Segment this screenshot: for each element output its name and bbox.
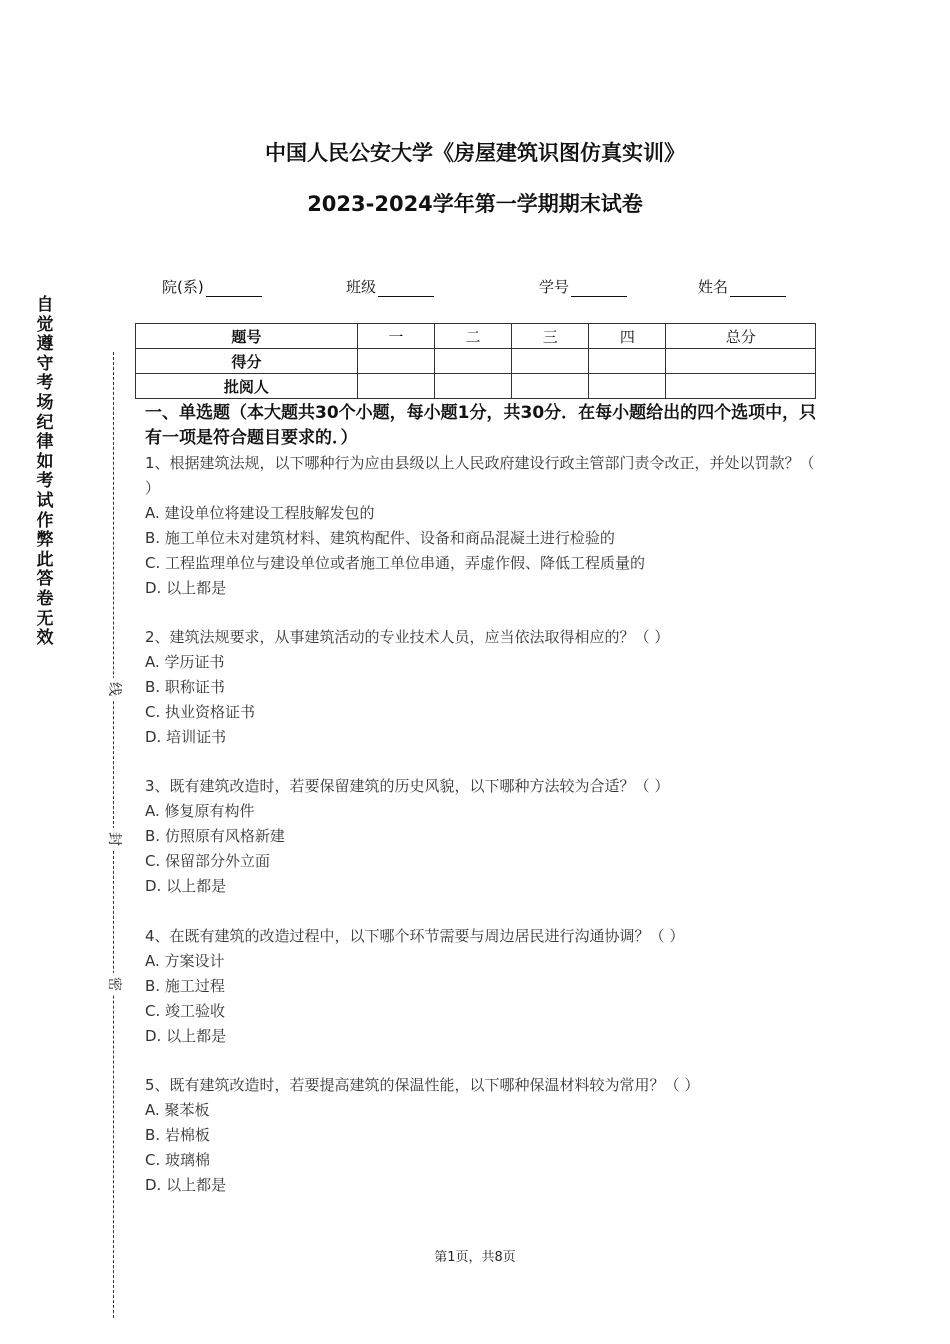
score-cell[interactable] <box>666 349 816 374</box>
score-table-header-cell: 题号 <box>136 324 358 349</box>
option-d[interactable]: D. 以上都是 <box>145 1176 227 1194</box>
score-table <box>135 323 816 399</box>
score-table-score-row <box>136 349 816 374</box>
question-stem: 1、根据建筑法规，以下哪种行为应由县级以上人民政府建设行政主管部门责令改正，并处以罚款？（ ） <box>145 454 815 497</box>
name-blank[interactable] <box>730 280 786 297</box>
question-3 <box>145 774 825 899</box>
score-table-header-cell: 总分 <box>666 324 816 349</box>
option-b[interactable]: B. 施工单位未对建筑材料、建筑构配件、设备和商品混凝土进行检验的 <box>145 529 615 547</box>
score-table-header-cell: 二 <box>434 324 511 349</box>
score-table-grader-row <box>136 374 816 399</box>
student-id-blank[interactable] <box>571 280 627 297</box>
option-d[interactable]: D. 以上都是 <box>145 877 227 895</box>
side-note-char: 无 <box>36 608 54 629</box>
score-table-header-cell: 四 <box>589 324 666 349</box>
seal-secret-label: 密 <box>103 973 125 995</box>
option-c[interactable]: C. 保留部分外立面 <box>145 852 271 870</box>
side-note-char: 场 <box>36 392 54 413</box>
question-stem: 3、既有建筑改造时，若要保留建筑的历史风貌，以下哪种方法较为合适？（ ） <box>145 777 670 795</box>
side-note-char: 自 <box>36 295 54 315</box>
grader-cell[interactable] <box>666 374 816 399</box>
exam-title-line1: 中国人民公安大学《房屋建筑识图仿真实训》 <box>265 141 685 165</box>
option-c[interactable]: C. 玻璃棉 <box>145 1151 211 1169</box>
question-stem: 5、既有建筑改造时，若要提高建筑的保温性能，以下哪种保温材料较为常用？（ ） <box>145 1076 700 1094</box>
name-label: 姓名 <box>698 278 729 296</box>
grader-cell[interactable] <box>434 374 511 399</box>
student-id-field[interactable] <box>539 276 627 297</box>
side-note-char: 作 <box>36 510 54 531</box>
exam-title-line2: 2023-2024学年第一学期期末试卷 <box>307 192 643 216</box>
option-a[interactable]: A. 聚苯板 <box>145 1101 210 1119</box>
department-label: 院(系) <box>162 278 204 296</box>
option-a[interactable]: A. 建设单位将建设工程肢解发包的 <box>145 504 375 522</box>
side-note-char: 如 <box>36 451 54 472</box>
side-note-char: 答 <box>36 569 54 590</box>
side-note-char: 弊 <box>36 530 54 551</box>
side-note-char: 纪 <box>36 412 54 433</box>
name-field[interactable] <box>698 276 786 297</box>
question-stem: 2、建筑法规要求，从事建筑活动的专业技术人员，应当依法取得相应的？（ ） <box>145 628 670 646</box>
question-1 <box>145 451 825 601</box>
side-warning-note <box>33 296 57 649</box>
grader-cell[interactable] <box>357 374 434 399</box>
side-note-char: 考 <box>36 373 54 394</box>
page-number: 第1页，共8页 <box>434 1250 516 1265</box>
side-note-char: 守 <box>36 353 54 374</box>
option-c[interactable]: C. 工程监理单位与建设单位或者施工单位串通，弄虚作假、降低工程质量的 <box>145 554 646 572</box>
grader-cell[interactable] <box>512 374 589 399</box>
score-table-header-cell: 三 <box>512 324 589 349</box>
score-cell[interactable] <box>434 349 511 374</box>
option-a[interactable]: A. 方案设计 <box>145 952 225 970</box>
seal-seal-label: 封 <box>103 828 125 850</box>
option-c[interactable]: C. 竣工验收 <box>145 1002 226 1020</box>
side-note-char: 效 <box>36 628 54 649</box>
option-b[interactable]: B. 施工过程 <box>145 977 225 995</box>
side-note-char: 觉 <box>36 314 54 335</box>
section-heading: 一、单选题（本大题共30个小题，每小题1分，共30分．在每小题给出的四个选项中，只有一项是符合题目要求的．） <box>145 403 817 448</box>
question-5 <box>145 1073 825 1198</box>
option-b[interactable]: B. 仿照原有风格新建 <box>145 827 285 845</box>
grader-cell[interactable] <box>589 374 666 399</box>
side-note-char: 卷 <box>36 588 54 609</box>
score-row-label: 得分 <box>136 349 358 374</box>
option-d[interactable]: D. 以上都是 <box>145 579 227 597</box>
side-note-char: 律 <box>36 432 54 453</box>
score-cell[interactable] <box>512 349 589 374</box>
option-d[interactable]: D. 以上都是 <box>145 1027 227 1045</box>
grader-row-label: 批阅人 <box>136 374 358 399</box>
option-a[interactable]: A. 修复原有构件 <box>145 802 255 820</box>
question-2 <box>145 625 825 750</box>
department-blank[interactable] <box>206 280 262 297</box>
option-b[interactable]: B. 岩棉板 <box>145 1126 210 1144</box>
score-table-header-cell: 一 <box>357 324 434 349</box>
option-c[interactable]: C. 执业资格证书 <box>145 703 256 721</box>
side-note-char: 试 <box>36 490 54 511</box>
seal-line-label: 线 <box>103 678 125 700</box>
option-a[interactable]: A. 学历证书 <box>145 653 225 671</box>
student-id-label: 学号 <box>539 278 570 296</box>
score-cell[interactable] <box>357 349 434 374</box>
score-table-header-row <box>136 324 816 349</box>
side-note-char: 此 <box>36 549 54 570</box>
option-d[interactable]: D. 培训证书 <box>145 728 227 746</box>
side-note-char: 遵 <box>36 334 54 355</box>
department-field[interactable] <box>162 276 262 297</box>
student-info-row <box>0 276 950 298</box>
side-note-char: 考 <box>36 471 54 492</box>
score-cell[interactable] <box>589 349 666 374</box>
option-b[interactable]: B. 职称证书 <box>145 678 225 696</box>
question-4 <box>145 924 825 1049</box>
class-field[interactable] <box>346 276 434 297</box>
class-label: 班级 <box>346 278 377 296</box>
question-stem: 4、在既有建筑的改造过程中，以下哪个环节需要与周边居民进行沟通协调？（ ） <box>145 927 685 945</box>
class-blank[interactable] <box>378 280 434 297</box>
